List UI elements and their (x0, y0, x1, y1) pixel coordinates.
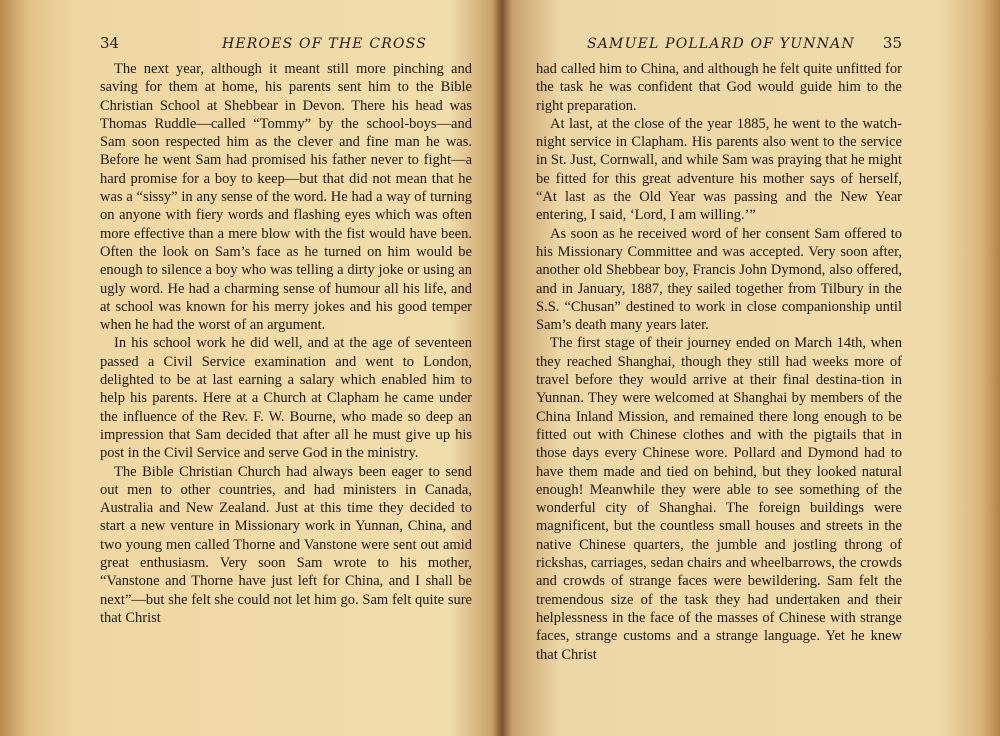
left-page (100, 34, 472, 724)
continued-paragraph: had called him to China, and although he felt quite unfitted for the task he was confident that God would guide him to the right preparation. (536, 61, 902, 114)
paragraph: As soon as he received word of her consent Sam offered to his Missionary Committee and was accepted. Very soon after, another old Shebbear boy, Francis John Dymond, also offered, and in January, 1887, they sailed together from Tilbury in the S.S. “Chusan” destined to work in close companionship until Sam’s death many years later. (536, 225, 902, 334)
paragraph: The next year, although it meant still more pinching and saving for them at home, his parents sent him to the Bible Christian School at Shebbear in Devon. There his head was Thomas Ruddle—called “Tommy” by the school-boys—and Sam soon respected him as the clever and fine man he was. Before he went Sam had promised his father never to fight—a hard promise for a boy to keep—but that did not mean that he was a “sissy” in any sense of the word. He had a way of turning on anyone with fiery words and flashing eyes which was often more effective than a mere blow with the fist would have been. Often the look on Sam’s face as he turned on him would be enough to silence a boy who was telling a dirty joke or using an ugly word. He had a charming sense of humour all his life, and at school was known for his merry jokes and his good temper when he had the worst of an argument. (100, 61, 472, 334)
paragraph: In his school work he did well, and at the age of seventeen passed a Civil Service examination and went to London, delighted to be at last earning a salary which enabled him to help his parents. Here at a Church at Clapham he came under the influence of the Rev. F. W. Bourne, who made so deep an impression that Sam decided that after all he must give up his post in the Civil Service and serve God in the ministry. (100, 335, 472, 462)
left-page-header (100, 34, 472, 60)
page-number: 35 (882, 34, 902, 52)
paragraph: At last, at the close of the year 1885, he went to the watch-night service in Clapham. His parents also went to the service in St. Just, Cornwall, and while Sam was praying that he might be fitted for this great adventure his mother says of herself, “At last as the Old Year was passing and the New Year entering, I said, ‘Lord, I am willing.’” (536, 115, 902, 224)
left-page-body (100, 60, 472, 627)
right-page (536, 34, 902, 724)
right-page-header (536, 34, 902, 60)
running-head: SAMUEL POLLARD OF YUNNAN (586, 36, 855, 52)
paragraph: The first stage of their journey ended on March 14th, when they reached Shanghai, though they still had weeks more of travel before they would arrive at their final destina-tion in Yunnan. They were welcomed at Shanghai by members of the China Inland Mission, and remained there long enough to be fitted out with Chinese clothes and with the pigtails that in those days every Chinese wore. Pollard and Dymond had to have them made and tied on behind, but they looked natural enough! Meanwhile they were able to see something of the wonderful city of Shanghai. The foreign buildings were magnificent, but the countless small houses and streets in the native Chinese quarters, the jumble and jostling throng of rickshas, carriages, sedan chairs and wheelbarrows, the crowds and crowds of strange faces were bewildering. Sam felt the tremendous size of the task they had undertaken and their helplessness in the face of the masses of Chinese with strange faces, strange customs and a strange language. Yet he knew that Christ (536, 335, 902, 663)
running-head: HEROES OF THE CROSS (221, 36, 427, 52)
page-number: 34 (100, 34, 120, 52)
paragraph: The Bible Christian Church had always been eager to send out men to other countries, and had ministers in Canada, Australia and New Zealand. Just at this time they decided to start a new venture in Missionary work in Yunnan, China, and two young men called Thorne and Vanstone were sent out amid great enthusiasm. Very soon Sam wrote to his mother, “Vanstone and Thorne have just left for China, and I shall be next”—but she felt she could not let him go. Sam felt quite sure that Christ (100, 463, 472, 626)
right-page-body (536, 60, 902, 664)
